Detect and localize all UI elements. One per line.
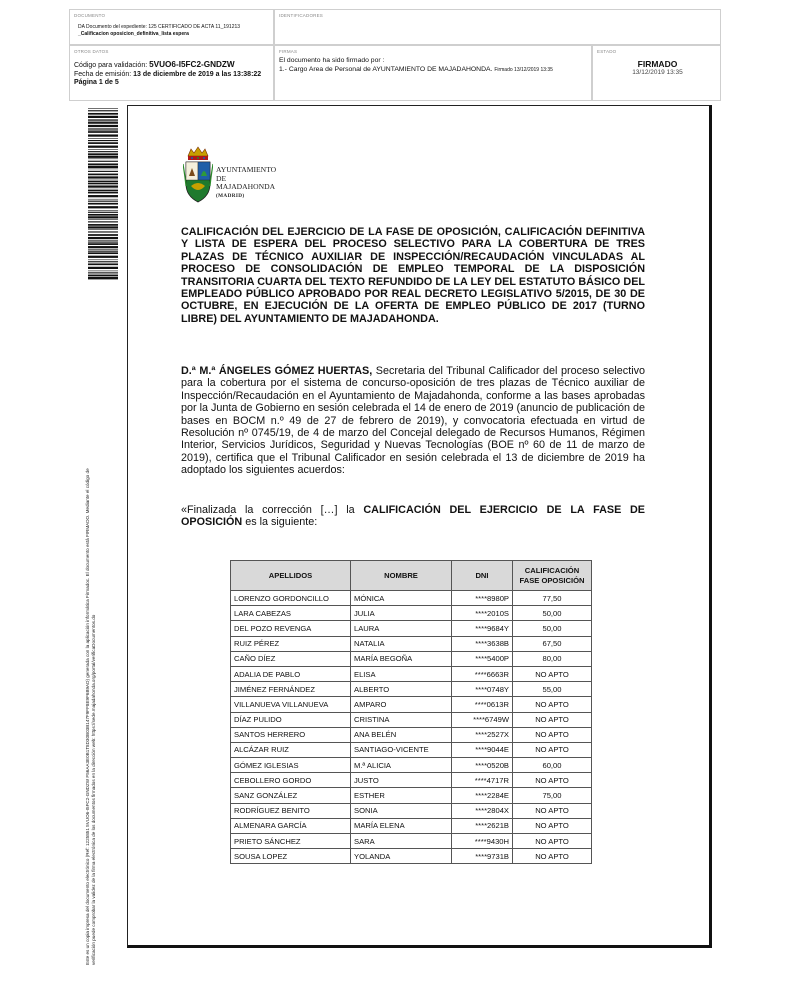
- table-row: [231, 834, 592, 849]
- side-text-line2: verificación puede comprobar la validez de la firma electrónica de los documentos firmados en la dirección web: https://sede.majadahonda.org/portal/verificaDocumentos.do: [91, 614, 96, 965]
- cell-calificacion: NO APTO: [513, 727, 592, 742]
- intro-a: «Finalizada la corrección […] la: [181, 504, 364, 516]
- cell-calificacion: 60,00: [513, 758, 592, 773]
- cell-calificacion: 67,50: [513, 636, 592, 651]
- cell-apellidos: SOUSA LOPEZ: [231, 849, 351, 864]
- cell-apellidos: DÍAZ PULIDO: [231, 712, 351, 727]
- document-title: CALIFICACIÓN DEL EJERCICIO DE LA FASE DE OPOSICIÓN, CALIFICACIÓN DEFINITIVA Y LISTA DE ESPERA DEL PROCESO SELECTIVO PARA LA COBERTURA DE TRES PLAZAS DE TÉCNICO AUXILIAR DE INSPECCIÓN/RECAUDACIÓN VINCULADAS AL PROCESO DE CONSOLIDACIÓN DE EMPLEO TEMPORAL DE LA DISPOSICIÓN TRANSITORIA CUARTA DEL TEXTO REFUNDIDO DE LA LEY DEL ESTATUTO BÁSICO DEL EMPLEADO PÚBLICO APROBADO POR REAL DECRETO LEGISLATIVO 5/2015, DE 30 DE OCTUBRE, EN EJECUCIÓN DE LA OFERTA DE EMPLEO PÚBLICO DE 2017 (TURNO LIBRE) DEL AYUNTAMIENTO DE MAJADAHONDA.: [181, 226, 645, 325]
- header-documento: [69, 9, 274, 45]
- cell-apellidos: CEBOLLERO GORDO: [231, 773, 351, 788]
- cell-calificacion: 77,50: [513, 591, 592, 606]
- cell-nombre: MÓNICA: [351, 591, 452, 606]
- cell-dni: ****0748Y: [452, 682, 513, 697]
- table-row: [231, 621, 592, 636]
- header-calificacion: CALIFICACIÓN FASE OPOSICIÓN: [513, 561, 592, 591]
- cell-nombre: JULIA: [351, 606, 452, 621]
- side-verification-text: [85, 300, 97, 965]
- cell-dni: ****0613R: [452, 697, 513, 712]
- documento-line2: _Calificacion oposicion_definitiva_lista espera: [78, 31, 189, 37]
- table-row: [231, 666, 592, 681]
- table-row: [231, 742, 592, 757]
- body-text: Secretaria del Tribunal Calificador del proceso selectivo para la cobertura por el sistema de concurso-oposición de tres plazas de Técnico auxiliar de Inspección/Recaudación en el Ayuntamiento de Majadahonda, conforme a las bases aprobadas por la Junta de Gobierno en sesión celebrada el 14 de enero de 2019 (anuncio de publicación de bases en BOCM n.º 49 de 27 de febrero de 2019), y convocatoria efectuada en virtud de Resolución nº 0745/19, de 4 de marzo del Concejal delegado de Recursos Humanos, Régimen Interior, Servicios Jurídicos, Seguridad y Nuevas Tecnologías (BOE nº 60 de 11 de marzo de 2019), certifica que el Tribunal Calificador en sesión celebrada el 13 de diciembre de 2019 ha adoptado los siguientes acuerdos:: [181, 365, 646, 477]
- cell-dni: ****3638B: [452, 636, 513, 651]
- table-row: [231, 712, 592, 727]
- cell-calificacion: 80,00: [513, 651, 592, 666]
- secretary-name: D.ª M.ª ÁNGELES GÓMEZ HUERTAS,: [181, 365, 373, 377]
- logo-line1: AYUNTAMIENTO: [216, 165, 277, 174]
- cell-apellidos: LARA CABEZAS: [231, 606, 351, 621]
- estado-value: FIRMADO: [637, 59, 678, 69]
- table-row: [231, 758, 592, 773]
- documento-line1: DA Documento del expediente: 125 CERTIFICADO DE ACTA 11_191213: [78, 24, 241, 30]
- estado-label: ESTADO: [597, 49, 617, 54]
- cell-nombre: SONIA: [351, 803, 452, 818]
- cell-apellidos: JIMÉNEZ FERNÁNDEZ: [231, 682, 351, 697]
- estado-date: 13/12/2019 13:35: [632, 69, 683, 76]
- cell-dni: ****8980P: [452, 591, 513, 606]
- header-estado: [592, 45, 721, 101]
- cell-apellidos: LORENZO GORDONCILLO: [231, 591, 351, 606]
- cell-dni: ****2527X: [452, 727, 513, 742]
- cell-apellidos: ALCÁZAR RUIZ: [231, 742, 351, 757]
- municipal-logo: [183, 146, 277, 209]
- table-header-row: [231, 561, 592, 591]
- cell-dni: ****0520B: [452, 758, 513, 773]
- cell-dni: ****2621B: [452, 818, 513, 833]
- cell-calificacion: 50,00: [513, 606, 592, 621]
- cell-dni: ****9731B: [452, 849, 513, 864]
- otros-label: OTROS DATOS: [74, 49, 109, 54]
- cell-calificacion: NO APTO: [513, 666, 592, 681]
- cell-dni: ****9430H: [452, 834, 513, 849]
- firmas-line2: 1.- Cargo Area de Personal de AYUNTAMIENTO DE MAJADAHONDA.: [279, 65, 493, 73]
- intro-bold: CALIFICACIÓN DEL EJERCICIO DE LA FASE DE OPOSICIÓN: [181, 504, 646, 529]
- codigo-label: Código para validación:: [74, 62, 148, 69]
- cell-nombre: MARÍA BEGOÑA: [351, 651, 452, 666]
- page-number: Página 1 de 5: [74, 79, 119, 86]
- cell-nombre: ANA BELÉN: [351, 727, 452, 742]
- cell-dni: ****4717R: [452, 773, 513, 788]
- table-row: [231, 651, 592, 666]
- cell-dni: ****2804X: [452, 803, 513, 818]
- header-firmas: [274, 45, 592, 101]
- coat-of-arms-icon: [183, 146, 213, 204]
- barcode: [88, 108, 118, 280]
- cell-nombre: AMPARO: [351, 697, 452, 712]
- intro-paragraph: [181, 504, 645, 529]
- cell-nombre: SANTIAGO-VICENTE: [351, 742, 452, 757]
- body-paragraph: [181, 365, 645, 477]
- cell-calificacion: NO APTO: [513, 742, 592, 757]
- header-nombre: NOMBRE: [351, 561, 452, 591]
- cell-nombre: SARA: [351, 834, 452, 849]
- cell-apellidos: VILLANUEVA VILLANUEVA: [231, 697, 351, 712]
- cell-calificacion: NO APTO: [513, 818, 592, 833]
- table-row: [231, 636, 592, 651]
- cell-nombre: NATALIA: [351, 636, 452, 651]
- logo-line2: DE MAJADAHONDA: [216, 173, 276, 192]
- cell-calificacion: NO APTO: [513, 773, 592, 788]
- cell-dni: ****2284E: [452, 788, 513, 803]
- cell-dni: ****6749W: [452, 712, 513, 727]
- table-row: [231, 818, 592, 833]
- cell-apellidos: CAÑO DÍEZ: [231, 651, 351, 666]
- cell-apellidos: PRIETO SÁNCHEZ: [231, 834, 351, 849]
- cell-calificacion: NO APTO: [513, 834, 592, 849]
- cell-calificacion: NO APTO: [513, 803, 592, 818]
- table-row: [231, 849, 592, 864]
- results-table: [230, 560, 592, 864]
- table-row: [231, 697, 592, 712]
- cell-apellidos: ADALIA DE PABLO: [231, 666, 351, 681]
- side-text-line1: Este es un copia impresa del documento electrónico (Ref: 1225851 5VUO6-I5FC2-GNDZW F56AA3E0B1T8D30B03B147F9FF8E9F6B9AD) generada con la aplicación informática Firmadoc. El documento está FIRMADO. Mediante el código de: [85, 468, 90, 965]
- cell-apellidos: SANTOS HERRERO: [231, 727, 351, 742]
- logo-line3: (MADRID): [216, 192, 245, 199]
- cell-nombre: YOLANDA: [351, 849, 452, 864]
- cell-dni: ****9044E: [452, 742, 513, 757]
- cell-calificacion: NO APTO: [513, 712, 592, 727]
- table-row: [231, 773, 592, 788]
- cell-calificacion: NO APTO: [513, 697, 592, 712]
- cell-apellidos: RODRÍGUEZ BENITO: [231, 803, 351, 818]
- cell-apellidos: RUIZ PÉREZ: [231, 636, 351, 651]
- cell-nombre: M.ª ALICIA: [351, 758, 452, 773]
- cell-calificacion: 55,00: [513, 682, 592, 697]
- cell-dni: ****5400P: [452, 651, 513, 666]
- codigo-value: 5VUO6-I5FC2-GNDZW: [149, 60, 235, 69]
- fecha-value: 13 de diciembre de 2019 a las 13:38:22: [133, 70, 262, 78]
- cell-apellidos: DEL POZO REVENGA: [231, 621, 351, 636]
- header-dni: DNI: [452, 561, 513, 591]
- cell-nombre: ESTHER: [351, 788, 452, 803]
- table-row: [231, 682, 592, 697]
- firmas-line1: El documento ha sido firmado por :: [279, 57, 385, 64]
- cell-apellidos: ALMENARA GARCÍA: [231, 818, 351, 833]
- table-row: [231, 727, 592, 742]
- cell-nombre: MARÍA ELENA: [351, 818, 452, 833]
- table-row: [231, 606, 592, 621]
- table-row: [231, 788, 592, 803]
- identificadores-label: IDENTIFICADORES: [279, 13, 324, 18]
- cell-nombre: LAURA: [351, 621, 452, 636]
- cell-apellidos: GÓMEZ IGLESIAS: [231, 758, 351, 773]
- cell-calificacion: 75,00: [513, 788, 592, 803]
- intro-b: es la siguiente:: [242, 516, 318, 529]
- firmas-date: Firmado 13/12/2019 13:35: [494, 66, 553, 73]
- header-identificadores: [274, 9, 721, 45]
- cell-nombre: JUSTO: [351, 773, 452, 788]
- table-row: [231, 803, 592, 818]
- header-otros-datos: [69, 45, 274, 101]
- cell-calificacion: 50,00: [513, 621, 592, 636]
- cell-dni: ****6663R: [452, 666, 513, 681]
- cell-nombre: ELISA: [351, 666, 452, 681]
- cell-nombre: ALBERTO: [351, 682, 452, 697]
- cell-dni: ****9684Y: [452, 621, 513, 636]
- cell-nombre: CRISTINA: [351, 712, 452, 727]
- documento-label: DOCUMENTO: [74, 13, 106, 18]
- table-row: [231, 591, 592, 606]
- firmas-label: FIRMAS: [279, 49, 298, 54]
- cell-dni: ****2010S: [452, 606, 513, 621]
- cell-calificacion: NO APTO: [513, 849, 592, 864]
- header-apellidos: APELLIDOS: [231, 561, 351, 591]
- fecha-label: Fecha de emisión:: [74, 70, 132, 78]
- cell-apellidos: SANZ GONZÁLEZ: [231, 788, 351, 803]
